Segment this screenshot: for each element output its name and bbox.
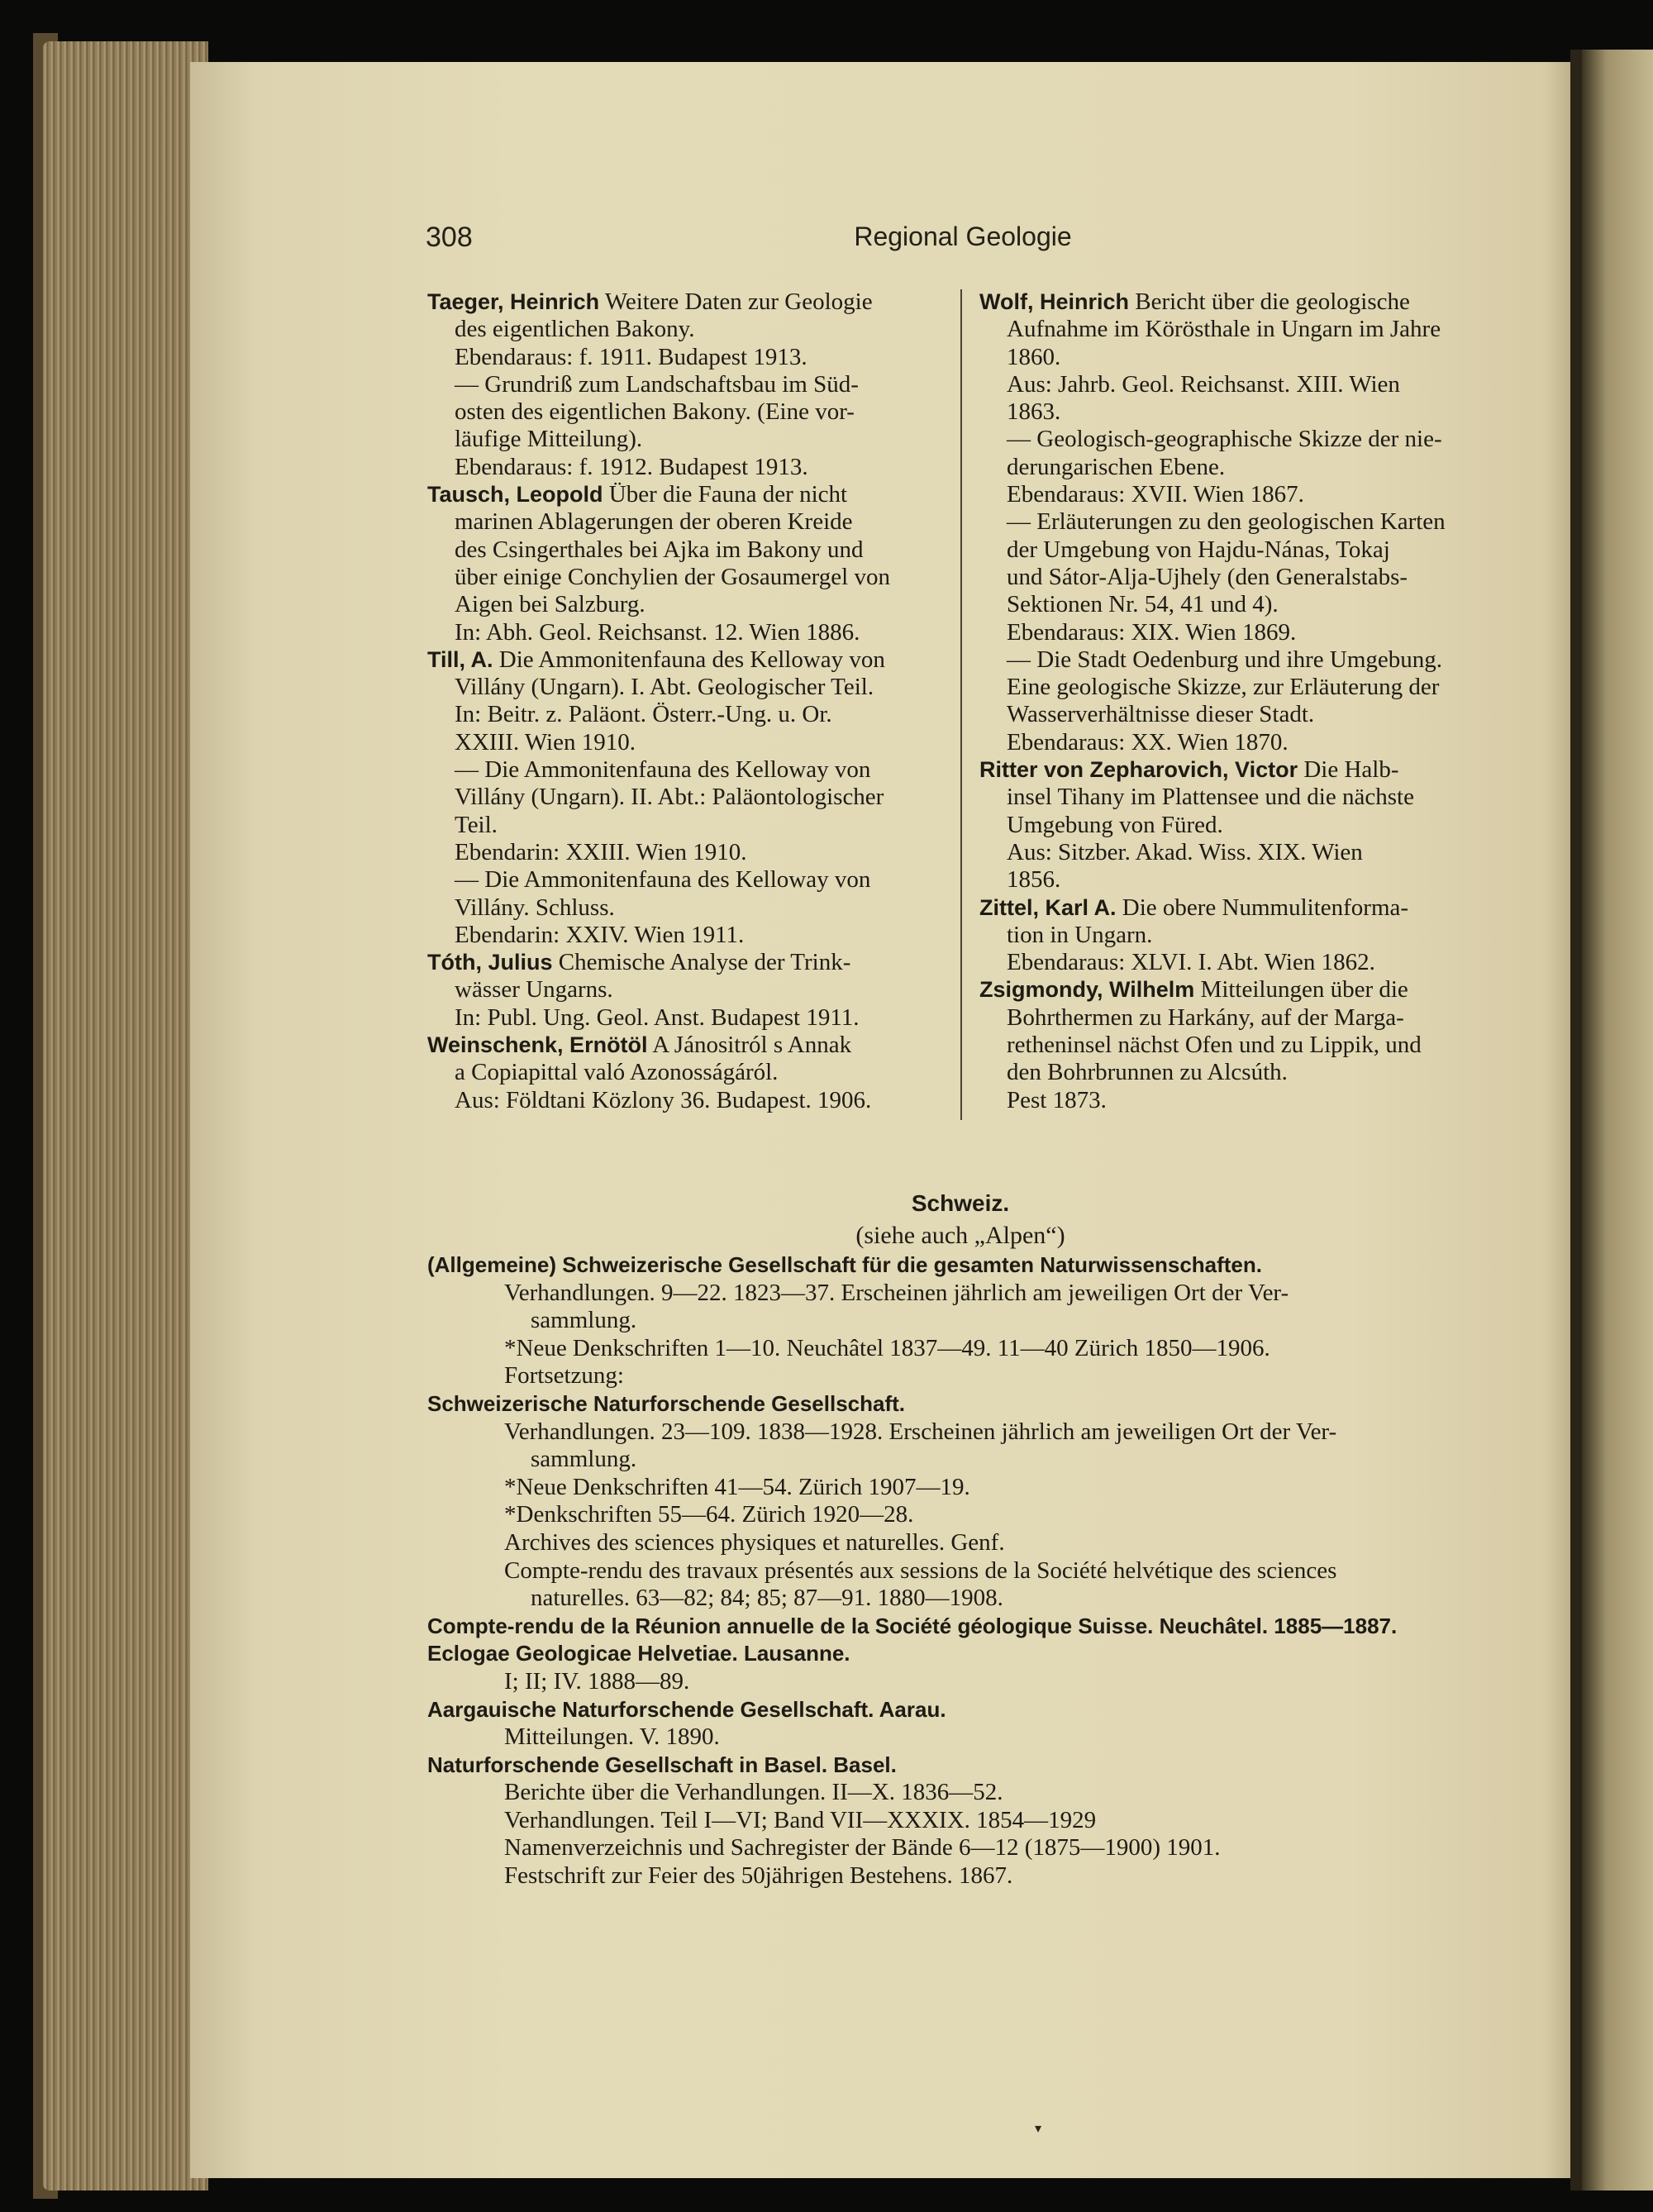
bibliography-entry [427,1032,946,1114]
section-text-line: Verhandlungen. 23—109. 1838—1928. Erscheinen jährlich am jeweiligen Ort der Ver- [504,1418,1337,1445]
entry-line: Ebendaraus: f. 1911. Budapest 1913. [455,343,807,370]
section-text-line: Verhandlungen. Teil I—VI; Band VII—XXXIX. 1854—1929 [504,1806,1097,1833]
section-heading-line: (Allgemeine) Schweizerische Gesellschaft für die gesamten Naturwissenschaften. [427,1252,1263,1277]
entry-line: a Copiapittal való Azonosságáról. [455,1059,779,1086]
entry-text: A Jánositról s Annak [652,1032,852,1059]
bibliography-entry [979,756,1493,894]
page-edges [43,41,208,2191]
entry-author: Weinschenk, Ernötöl [427,1032,648,1058]
section-text-line: Compte-rendu des travaux présentés aux sessions de la Société helvétique des sciences [504,1557,1337,1584]
entry-text: Die obere Nummulitenforma- [1122,894,1409,921]
entry-author: Zittel, Karl A. [979,894,1117,920]
entry-line: Villány (Ungarn). I. Abt. Geologischer Teil. [455,674,874,701]
entry-line: — Die Ammonitenfauna des Kelloway von [455,756,871,784]
entry-author: Zsigmondy, Wilhelm [979,977,1195,1003]
entry-line: Ebendarin: XXIV. Wien 1911. [455,921,745,948]
entry-line: läufige Mitteilung). [455,426,643,453]
entry-line: osten des eigentlichen Bakony. (Eine vor- [455,398,855,426]
entry-line: 1863. [1007,398,1061,426]
entry-line: XXIII. Wien 1910. [455,728,636,756]
section-heading-line: Aargauische Naturforschende Gesellschaft. Aarau. [427,1696,946,1722]
entry-line: In: Publ. Ung. Geol. Anst. Budapest 1911. [455,1004,860,1031]
entry-line: — Geologisch-geographische Skizze der nie- [1007,426,1442,453]
entry-line [979,756,1493,784]
bibliography-entry [979,894,1493,977]
entry-line: Ebendaraus: f. 1912. Budapest 1913. [455,453,808,480]
entry-line: Aus: Sitzber. Akad. Wiss. XIX. Wien [1007,838,1363,865]
entry-line: den Bohrbrunnen zu Alcsúth. [1007,1059,1288,1086]
section-text-line: Mitteilungen. V. 1890. [504,1723,720,1751]
entry-line: tion in Ungarn. [1007,921,1153,948]
bibliography-entry [427,481,946,646]
bibliography-entry [979,976,1493,1113]
section-text-line: Namenverzeichnis und Sachregister der Bände 6—12 (1875—1900) 1901. [504,1834,1221,1862]
entry-line: und Sátor-Alja-Ujhely (den Generalstabs- [1007,563,1408,590]
entry-line: marinen Ablagerungen der oberen Kreide [455,508,853,536]
entry-author: Ritter von Zepharovich, Victor [979,757,1298,783]
entry-line: Aufnahme im Körösthale in Ungarn im Jahre [1007,316,1441,343]
entry-line: Bohrthermen zu Harkány, auf der Marga- [1007,1004,1404,1031]
gutter [1570,50,1582,2191]
entry-text: Bericht über die geologische [1135,288,1410,315]
entry-line: Aus: Jahrb. Geol. Reichsanst. XIII. Wien [1007,370,1400,398]
page-number: 308 [426,222,473,253]
entry-line [427,646,946,674]
entry-author: Tóth, Julius [427,950,553,975]
entry-author: Till, A. [427,646,493,672]
bibliography-entry [427,288,946,481]
entry-line: Ebendaraus: XIX. Wien 1869. [1007,618,1297,646]
entry-line: Wasserverhältnisse dieser Stadt. [1007,701,1315,728]
right-column [979,288,1493,1114]
entry-line: — Grundriß zum Landschaftsbau im Süd- [455,370,859,398]
entry-line [979,288,1493,316]
entry-line: über einige Conchylien der Gosaumergel von [455,563,890,590]
section-text-line: Fortsetzung: [504,1362,624,1390]
entry-line: Villány. Schluss. [455,894,615,921]
entry-line: Ebendarin: XXIII. Wien 1910. [455,838,747,865]
section-text-line: Archives des sciences physiques et naturelles. Genf. [504,1528,1005,1556]
entry-line: 1860. [1007,343,1061,370]
entry-author: Tausch, Leopold [427,482,603,508]
section-text-line: I; II; IV. 1888—89. [504,1667,690,1695]
entry-line: — Die Ammonitenfauna des Kelloway von [455,866,871,894]
section-text-line: sammlung. [531,1446,637,1473]
entry-text: Chemische Analyse der Trink- [558,949,851,976]
section-subtitle: (siehe auch „Alpen“) [855,1222,1065,1249]
section-text-line: naturelles. 63—82; 84; 85; 87—91. 1880—1908. [531,1585,1003,1612]
section-heading-line: Naturforschende Gesellschaft in Basel. Basel. [427,1752,897,1777]
entry-text: Die Ammonitenfauna des Kelloway von [498,646,885,673]
entry-author: Wolf, Heinrich [979,289,1130,314]
entry-line: — Erläuterungen zu den geologischen Karten [1007,508,1446,536]
entry-line: — Die Stadt Oedenburg und ihre Umgebung. [1007,646,1443,673]
entry-line: In: Beitr. z. Paläont. Österr.-Ung. u. Or. [455,701,832,728]
bibliography-entry [427,646,946,949]
entry-line: retheninsel nächst Ofen und zu Lippik, und [1007,1032,1422,1059]
entry-line: des eigentlichen Bakony. [455,316,695,343]
entry-line: Pest 1873. [1007,1086,1107,1113]
entry-line: Ebendaraus: XVII. Wien 1867. [1007,481,1304,508]
section-title: Schweiz. [911,1190,1010,1216]
column-divider [960,289,962,1120]
section-heading-line: Eclogae Geologicae Helvetiae. Lausanne. [427,1641,850,1666]
entry-line [979,894,1493,922]
entry-line: Ebendaraus: XLVI. I. Abt. Wien 1862. [1007,949,1375,976]
entry-line [427,481,946,508]
entry-line: des Csingerthales bei Ajka im Bakony und [455,536,864,563]
entry-line: Sektionen Nr. 54, 41 und 4). [1007,591,1279,618]
entry-text: Mitteilungen über die [1200,976,1408,1004]
running-title: Regional Geologie [854,222,1072,251]
entry-text: Die Halb- [1303,756,1399,784]
section-heading-line: Compte-rendu de la Réunion annuelle de la Société géologique Suisse. Neuchâtel. 1885—1887. [427,1613,1398,1638]
section-text-line: *Neue Denkschriften 41—54. Zürich 1907—19. [504,1473,970,1500]
page-mark: ▾ [1035,2122,1042,2136]
entry-line [427,949,946,976]
section-entries [427,1251,1493,1890]
entry-line: insel Tihany im Plattensee und die nächste [1007,784,1414,811]
section-text-line: sammlung. [531,1307,637,1334]
entry-line: wässer Ungarns. [455,976,613,1004]
entry-line [427,1032,946,1059]
entry-line [427,288,946,316]
entry-text: Weitere Daten zur Geologie [604,288,873,315]
entry-line: Aus: Földtani Közlony 36. Budapest. 1906. [455,1086,872,1113]
entry-line: Umgebung von Füred. [1007,811,1223,838]
section-text-line: *Neue Denkschriften 1—10. Neuchâtel 1837—49. 11—40 Zürich 1850—1906. [504,1334,1270,1361]
entry-line: Aigen bei Salzburg. [455,591,645,618]
facing-page-edge [1582,50,1653,2191]
entry-text: Über die Fauna der nicht [608,481,848,508]
entry-line: Villány (Ungarn). II. Abt.: Paläontologischer [455,784,884,811]
entry-line: Teil. [455,811,498,838]
bibliography-entry [979,288,1493,756]
entry-line: 1856. [1007,866,1061,894]
page-header [426,222,1496,263]
entry-line: Eine geologische Skizze, zur Erläuterung der [1007,674,1440,701]
entry-line: Ebendaraus: XX. Wien 1870. [1007,728,1289,756]
bibliography-entry [427,949,946,1032]
entry-line: In: Abh. Geol. Reichsanst. 12. Wien 1886. [455,618,860,646]
entry-line: derungarischen Ebene. [1007,453,1226,480]
entry-line [979,976,1493,1004]
entry-author: Taeger, Heinrich [427,289,600,314]
left-column [427,288,946,1114]
section-text-line: Berichte über die Verhandlungen. II—X. 1836—52. [504,1779,1003,1806]
section-text-line: Festschrift zur Feier des 50jährigen Bestehens. 1867. [504,1862,1013,1890]
entry-line: der Umgebung von Hajdu-Nánas, Tokaj [1007,536,1390,563]
section-text-line: Verhandlungen. 9—22. 1823—37. Erscheinen jährlich am jeweiligen Ort der Ver- [504,1279,1289,1306]
section-text-line: *Denkschriften 55—64. Zürich 1920—28. [504,1501,914,1528]
section-heading-line: Schweizerische Naturforschende Gesellschaft. [427,1390,905,1416]
